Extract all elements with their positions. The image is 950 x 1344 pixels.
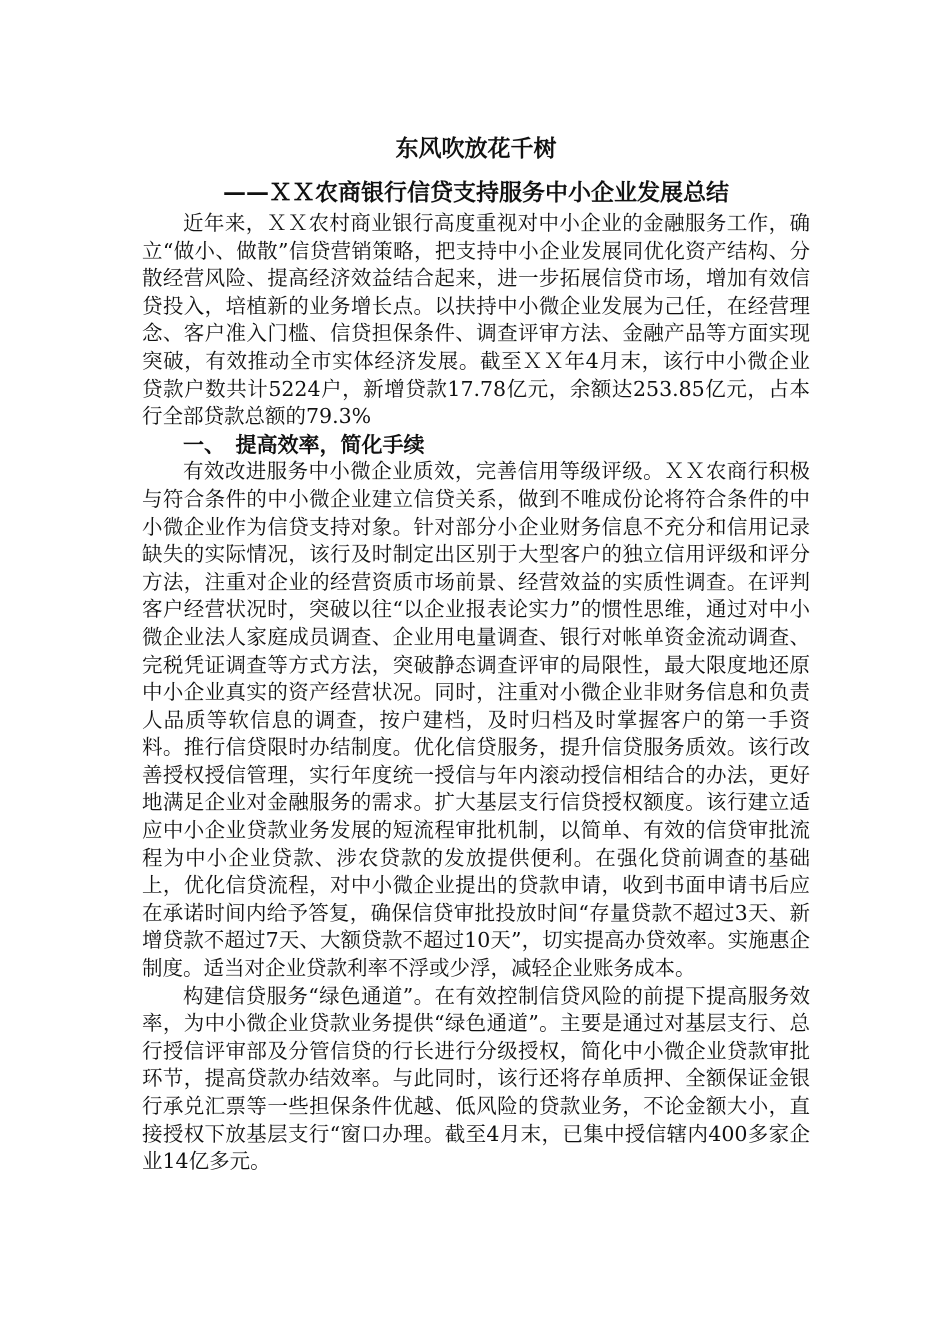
section-1-paragraph-1: 有效改进服务中小微企业质效，完善信用等级评级。ＸＸ农商行积极与符合条件的中小微企业建立信贷关系，做到不唯成份论将符合条件的中小微企业作为信贷支持对象。针对部分小企业财务信息不充分和信用记录缺失的实际情况，该行及时制定出区别于大型客户的独立信用评级和评分方法，注重对企业的经营资质市场前景、经营效益的实质性调查。在评判客户经营状况时，突破以往“以企业报表论实力”的惯性思维，通过对中小微企业法人家庭成员调查、企业用电量调查、银行对帐单资金流动调查、完税凭证调查等方式方法，突破静态调查评审的局限性，最大限度地还原中小企业真实的资产经营状况。同时，注重对小微企业非财务信息和负责人品质等软信息的调查，按户建档，及时归档及时掌握客户的第一手资料。推行信贷限时办结制度。优化信贷服务，提升信贷服务质效。该行改善授权授信管理，实行年度统一授信与年内滚动授信相结合的办法，更好地满足企业对金融服务的需求。扩大基层支行信贷授权额度。该行建立适应中小企业贷款业务发展的短流程审批机制，以简单、有效的信贷审批流程为中小企业贷款、涉农贷款的发放提供便利。在强化贷前调查的基础上，优化信贷流程，对中小微企业提出的贷款申请，收到书面申请书后应在承诺时间内给予答复，确保信贷审批投放时间“存量贷款不超过3天、新增贷款不超过7天、大额贷款不超过10天”，切实提高办贷效率。实施惠企制度。适当对企业贷款利率不浮或少浮，减轻企业账务成本。 [142, 459, 810, 981]
section-1-paragraph-2: 构建信贷服务“绿色通道”。在有效控制信贷风险的前提下提高服务效率，为中小微企业贷款业务提供“绿色通道”。主要是通过对基层支行、总行授信评审部及分管信贷的行长进行分级授权，简化中小微企业贷款审批环节，提高贷款办结效率。与此同时，该行还将存单质押、全额保证金银行承兑汇票等一些担保条件优越、低风险的贷款业务，不论金额大小，直接授权下放基层支行“窗口办理。截至4月末，已集中授信辖内400多家企业14亿多元。 [142, 983, 810, 1174]
intro-paragraph: 近年来，ＸＸ农村商业银行高度重视对中小企业的金融服务工作，确立“做小、做散”信贷营销策略，把支持中小企业发展同优化资产结构、分散经营风险、提高经济效益结合起来，进一步拓展信贷市场，增加有效信贷投入，培植新的业务增长点。以扶持中小微企业发展为己任，在经营理念、客户准入门槛、信贷担保条件、调查评审方法、金融产品等方面实现突破，有效推动全市实体经济发展。截至ＸＸ年4月末，该行中小微企业贷款户数共计5224户，新增贷款17.78亿元，余额达253.85亿元，占本行全部贷款总额的79.3% [142, 211, 810, 429]
document-body [142, 132, 810, 1176]
document-title: 东风吹放花千树 [395, 135, 557, 162]
section-heading-1: 一、 提高效率，简化手续 [183, 431, 425, 457]
document-subtitle: ——ＸＸ农商银行信贷支持服务中小企业发展总结 [223, 179, 729, 206]
